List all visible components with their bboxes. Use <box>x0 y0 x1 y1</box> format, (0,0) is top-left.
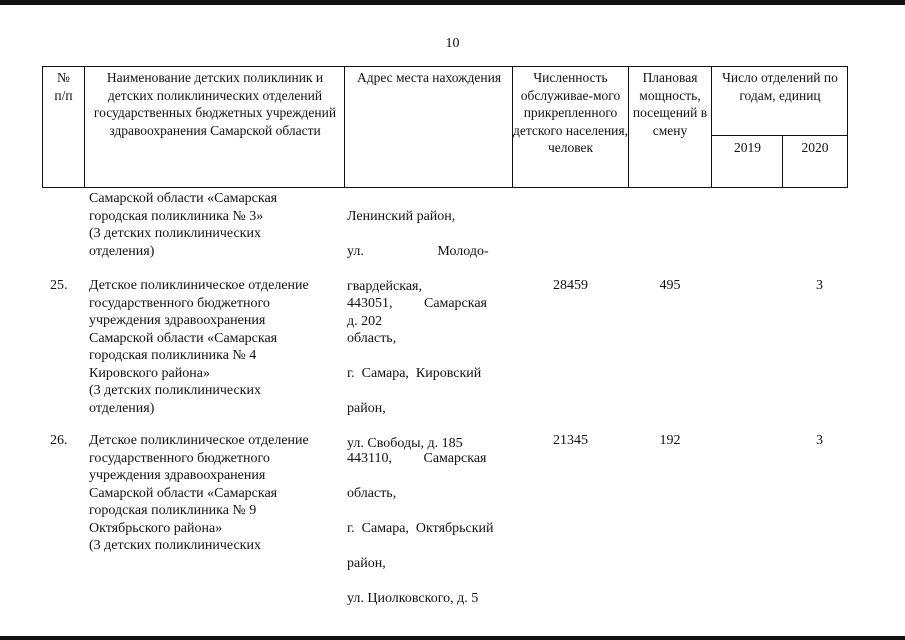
header-address: Адрес места нахождения <box>356 70 502 85</box>
row-population: 28459 <box>553 278 588 293</box>
scan-edge-top <box>0 0 905 5</box>
header-departments: Число отделений по годам, единиц <box>722 70 838 103</box>
header-num: № п/п <box>54 70 73 103</box>
address-line: гвардейская, <box>347 278 422 294</box>
address-line: г. Самара, Октябрьский <box>347 520 494 536</box>
header-year-2019: 2019 <box>734 140 761 155</box>
years-divider <box>711 135 848 136</box>
address-line: д. 202 <box>347 313 383 329</box>
row-population: 21345 <box>553 433 588 448</box>
header-population: Численность обслуживае-мого прикрепленного детского населения, человек <box>513 70 628 155</box>
row-departments-2020: 3 <box>816 433 823 448</box>
col-border <box>344 66 345 188</box>
address-line: ул. Циолковского, д. 5 <box>347 590 479 606</box>
address-line: г. Самара, Кировский <box>347 365 482 381</box>
header-year-2020: 2020 <box>801 140 829 155</box>
row-departments-2020: 3 <box>816 278 823 293</box>
address-line: район, <box>347 400 386 416</box>
row-address <box>347 432 509 625</box>
row-name: Детское поликлиническое отделение государственного бюджетного учреждения здравоохранения Самарской области «Самарская городская поликлиника № 4 Кировского района» (3 детских поликлинических отделения) <box>89 278 309 416</box>
row-capacity: 192 <box>659 433 681 448</box>
table-header <box>42 66 848 188</box>
scan-edge-bottom <box>0 636 905 640</box>
row-name: Самарской области «Самарская городская поликлиника № 3» (3 детских поликлинических отделения) <box>89 191 278 259</box>
address-line: область, <box>347 330 397 346</box>
header-name: Наименование детских поликлиник и детских поликлинических отделений государственных бюджетных учреждений здравоохранения Самарской области <box>93 70 337 138</box>
col-border <box>847 66 848 188</box>
address-line: район, <box>347 555 386 571</box>
row-name: Детское поликлиническое отделение государственного бюджетного учреждения здравоохранения Самарской области «Самарская городская поликлиника № 9 Октябрьского района» (3 детских поликлинических <box>89 433 309 553</box>
address-line: область, <box>347 485 397 501</box>
header-top-border <box>42 66 848 67</box>
address-line: ул. Молодо- <box>347 243 489 259</box>
row-number: 25. <box>50 278 68 293</box>
col-border <box>84 66 85 188</box>
address-line: 443051, Самарская <box>347 295 487 311</box>
page-number: 10 <box>445 36 460 51</box>
col-border <box>711 66 712 188</box>
row-capacity: 495 <box>659 278 681 293</box>
header-capacity: Плановая мощность, посещений в смену <box>632 70 708 138</box>
address-line: ул. Свободы, д. 185 <box>347 435 463 451</box>
row-number: 26. <box>50 433 68 448</box>
header-bottom-border <box>42 187 848 188</box>
address-line: Ленинский район, <box>347 208 456 224</box>
address-line: 443110, Самарская <box>347 450 487 466</box>
